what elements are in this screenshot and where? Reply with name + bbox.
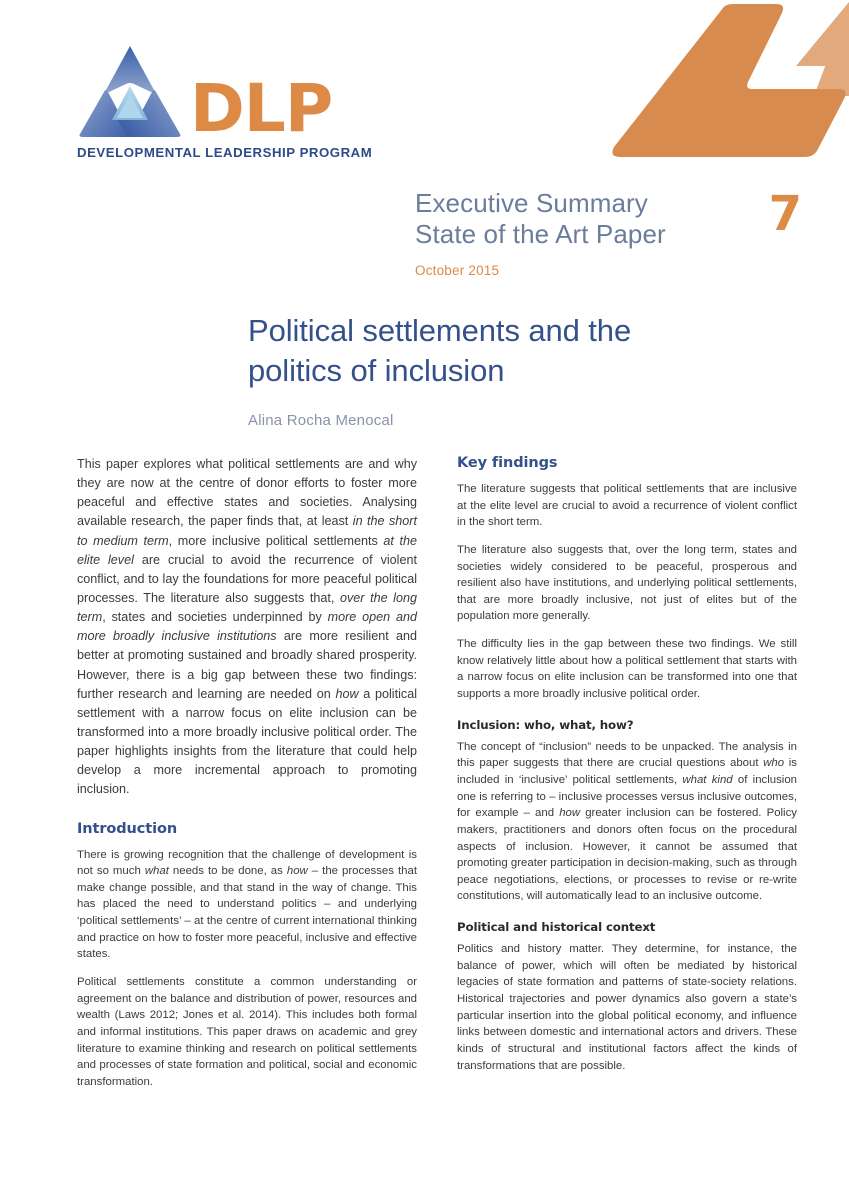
author-name: Alina Rocha Menocal <box>248 412 394 430</box>
left-column <box>77 455 417 1102</box>
paragraph: The concept of “inclusion” needs to be unpacked. The analysis in this paper suggests that there are crucial questions about who is included in ‘inclusive’ political settlements, what kind of inclusion one is referring to – inclusive processes versus inclusive outcomes, for example – and how greater inclusion can be fostered. Policy makers, practitioners and donors often focus on the procedural aspects of inclusion. However, it cannot be assumed that promoting greater participation in decision-making, such as through peace negotiations, elections, or processes to revise or re-write constitutions, will automatically lead to an inclusive outcome. <box>457 740 797 903</box>
series-title-line2: State of the Art Paper <box>415 218 666 249</box>
body-columns <box>77 455 797 1102</box>
paragraph: The literature suggests that political settlements that are inclusive at the elite level are crucial to avoid a recurrence of violent conflict in the short term. <box>457 483 797 529</box>
page-title-line1: Political settlements and the <box>248 312 632 348</box>
dlp-logo-wordmark: DLP <box>190 69 333 147</box>
dlp-logo-mark <box>74 42 186 142</box>
title-block <box>248 290 718 429</box>
masthead <box>415 188 815 278</box>
corner-graphic-main-shape <box>612 4 845 157</box>
corner-graphic <box>600 0 849 192</box>
key-findings-body <box>457 481 797 703</box>
page-title-line2: politics of inclusion <box>248 353 505 389</box>
introduction-body <box>77 847 417 1091</box>
abstract <box>77 455 417 800</box>
right-column <box>457 455 797 1102</box>
abstract-paragraph: This paper explores what political settlements are and why they are now at the centre of donor efforts to foster more peaceful and effective states and societies. Analysing available research, the paper finds that, at least in the short to medium term, more inclusive political settlements at the elite level are crucial to avoid the recurrence of violent conflict, and to lay the foundations for more peaceful political processes. The literature also suggests that, over the long term, states and societies underpinned by more open and more broadly inclusive institutions are more resilient and better at promoting sustained and broadly shared prosperity. However, there is a big gap between these two findings: further research and learning are needed on how a political settlement with a narrow focus on elite inclusion can be transformed into a more broadly inclusive political order. The paper highlights insights from the literature that could help develop a more incremental approach to promoting inclusion. <box>77 457 417 797</box>
corner-graphic-light-triangle <box>796 2 849 66</box>
paragraph: Politics and history matter. They determine, for instance, the balance of power, which will often be mediated by historical legacies of state formation and patterns of state-society relations. Historical trajectories and power dynamics also govern a state’s particular insertion into the global political economy, and influence links between domestic and international actors and drivers. These kinds of structural and institutional factors affect the kinds of transformations that are possible. <box>457 943 797 1072</box>
publication-date: October 2015 <box>415 263 500 279</box>
logo-top-chevron <box>106 46 154 93</box>
page-title <box>248 311 718 392</box>
corner-graphic-light-triangle-2 <box>814 2 849 96</box>
paragraph: The difficulty lies in the gap between these two findings. We still know relatively little about how a political settlement that starts with a narrow focus on elite inclusion can be transformed into one that supports a more broadly inclusive political order. <box>457 638 797 701</box>
paragraph: There is growing recognition that the challenge of development is not so much what needs to be done, as how – the processes that make change possible, and that stand in the way of change. This has placed the need to understand politics – and underlying ‘political settlements’ – at the centre of current international thinking and practice on how to foster more peaceful, inclusive and effective states. <box>77 848 417 961</box>
inclusion-body <box>457 739 797 905</box>
heading-inclusion: Inclusion: who, what, how? <box>457 717 634 732</box>
heading-key-findings: Key findings <box>457 455 558 471</box>
series-number: 7 <box>768 186 802 242</box>
context-body <box>457 941 797 1074</box>
series-title-line1: Executive Summary <box>415 188 648 218</box>
heading-introduction: Introduction <box>77 820 178 837</box>
paragraph: Political settlements constitute a common understanding or agreement on the balance and distribution of power, resources and wealth (Laws 2012; Jones et al. 2014). This includes both formal and informal institutions. This paper draws on academic and grey literature to examine thinking and research on political settlements and processes of state formation and political, social and economic transformation. <box>77 976 417 1088</box>
dlp-logo-tagline: DEVELOPMENTAL LEADERSHIP PROGRAM <box>77 145 373 160</box>
series-title <box>415 188 815 249</box>
dlp-logo <box>74 42 373 160</box>
paragraph: The literature also suggests that, over the long term, states and societies widely considered to be peaceful, prosperous and resilient also have institutions, and underlying political settlements, that are more broadly inclusive, not just of elites but of the population more generally. <box>457 543 797 623</box>
heading-political-historical-context: Political and historical context <box>457 920 656 935</box>
